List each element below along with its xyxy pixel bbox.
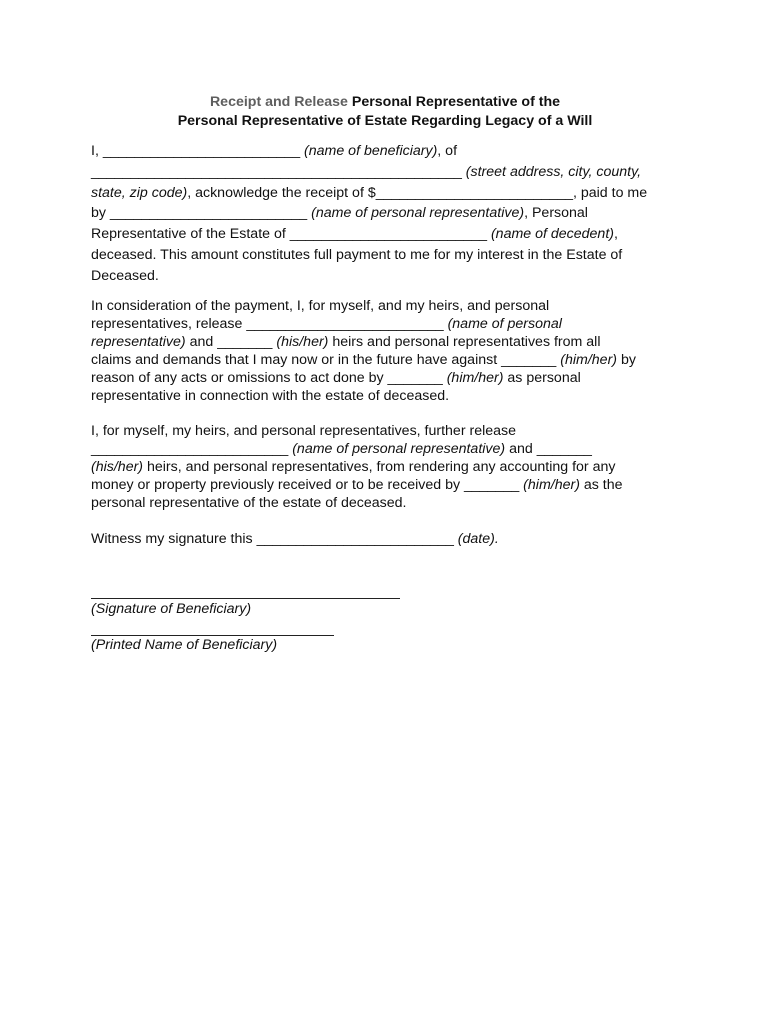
field-hint: (him/her) [446,369,504,386]
paragraph-line [91,370,691,388]
field-hint: (name of personal representative) [292,440,506,457]
text-run: , of [437,143,458,159]
paragraph-further-release [91,423,691,513]
witness-line [91,530,691,548]
paragraph-line [91,334,691,352]
field-hint: (name of personal [447,315,562,332]
printed-name-line[interactable] [91,635,334,636]
field-hint: (name of decedent) [490,226,614,243]
paragraph-line [91,162,691,183]
text-run: as personal [503,369,581,386]
paragraph-line [91,224,691,245]
beneficiary-signature-line[interactable] [91,598,400,599]
text-run: and _______ [185,333,277,350]
paragraph-line [91,477,691,495]
text-run: I, _________________________ [91,143,305,159]
text-run: heirs and personal representatives from all [328,333,601,350]
text-run: heirs, and personal representatives, from rendering any accounting for any [143,458,616,475]
field-hint: (name of beneficiary) [304,143,438,159]
title-line-1-rest: Personal Representative of the [351,94,561,110]
text-run: representatives, release _________________________ [91,315,448,332]
document-title-line-2: Personal Representative of Estate Regarding Legacy of a Will [177,113,593,129]
text-run: by [617,351,636,368]
paragraph-line [91,183,691,204]
paragraph-line: representative in connection with the estate of deceased. [91,387,450,404]
printed-name-caption: (Printed Name of Beneficiary) [91,637,278,653]
field-hint: (street address, city, county, [465,163,642,180]
paragraph-line: Deceased. [91,267,159,284]
text-run: _______________________________________________ [91,163,466,180]
field-hint: state, zip code) [91,184,188,201]
field-hint: (him/her) [523,476,580,493]
text-run: by _________________________ [91,205,312,222]
beneficiary-signature-caption: (Signature of Beneficiary) [91,601,252,617]
paragraph-line: personal representative of the estate of deceased. [91,494,407,511]
document-title-line-1 [0,93,770,111]
paragraph-line [91,203,691,224]
text-run: _________________________ [91,440,293,457]
paragraph-line [91,530,691,548]
field-hint: (his/her) [276,333,329,350]
paragraph-line: I, for myself, my heirs, and personal representatives, further release [91,423,517,439]
field-hint: (him/her) [560,351,618,368]
paragraph-line: In consideration of the payment, I, for myself, and my heirs, and personal [91,298,550,314]
text-run: , acknowledge the receipt of $_________________________, paid to me [187,184,648,201]
field-hint: representative) [91,333,186,350]
paragraph-acknowledgment [91,141,691,287]
text-run: Representative of the Estate of _________________________ [91,226,491,243]
paragraph-line [91,316,691,334]
text-run: Witness my signature this _________________________ [91,531,458,547]
paragraph-release [91,298,691,405]
text-run: reason of any acts or omissions to act done by _______ [91,369,447,386]
text-run: and _______ [505,440,592,457]
title-prefix: Receipt and Release [209,94,348,110]
field-hint: (name of personal representative) [311,205,525,222]
paragraph-line [91,441,691,459]
field-hint: (date). [457,531,499,547]
field-hint: (his/her) [91,458,144,475]
text-run: claims and demands that I may now or in the future have against _______ [91,351,561,368]
text-run: , Personal [524,205,588,222]
text-run: money or property previously received or to be received by _______ [91,476,524,493]
paragraph-line [91,141,691,162]
paragraph-line [91,352,691,370]
paragraph-line [91,459,691,477]
paragraph-line: deceased. This amount constitutes full payment to me for my interest in the Estate of [91,246,623,263]
text-run: as the [579,476,623,493]
text-run: , [614,226,618,243]
